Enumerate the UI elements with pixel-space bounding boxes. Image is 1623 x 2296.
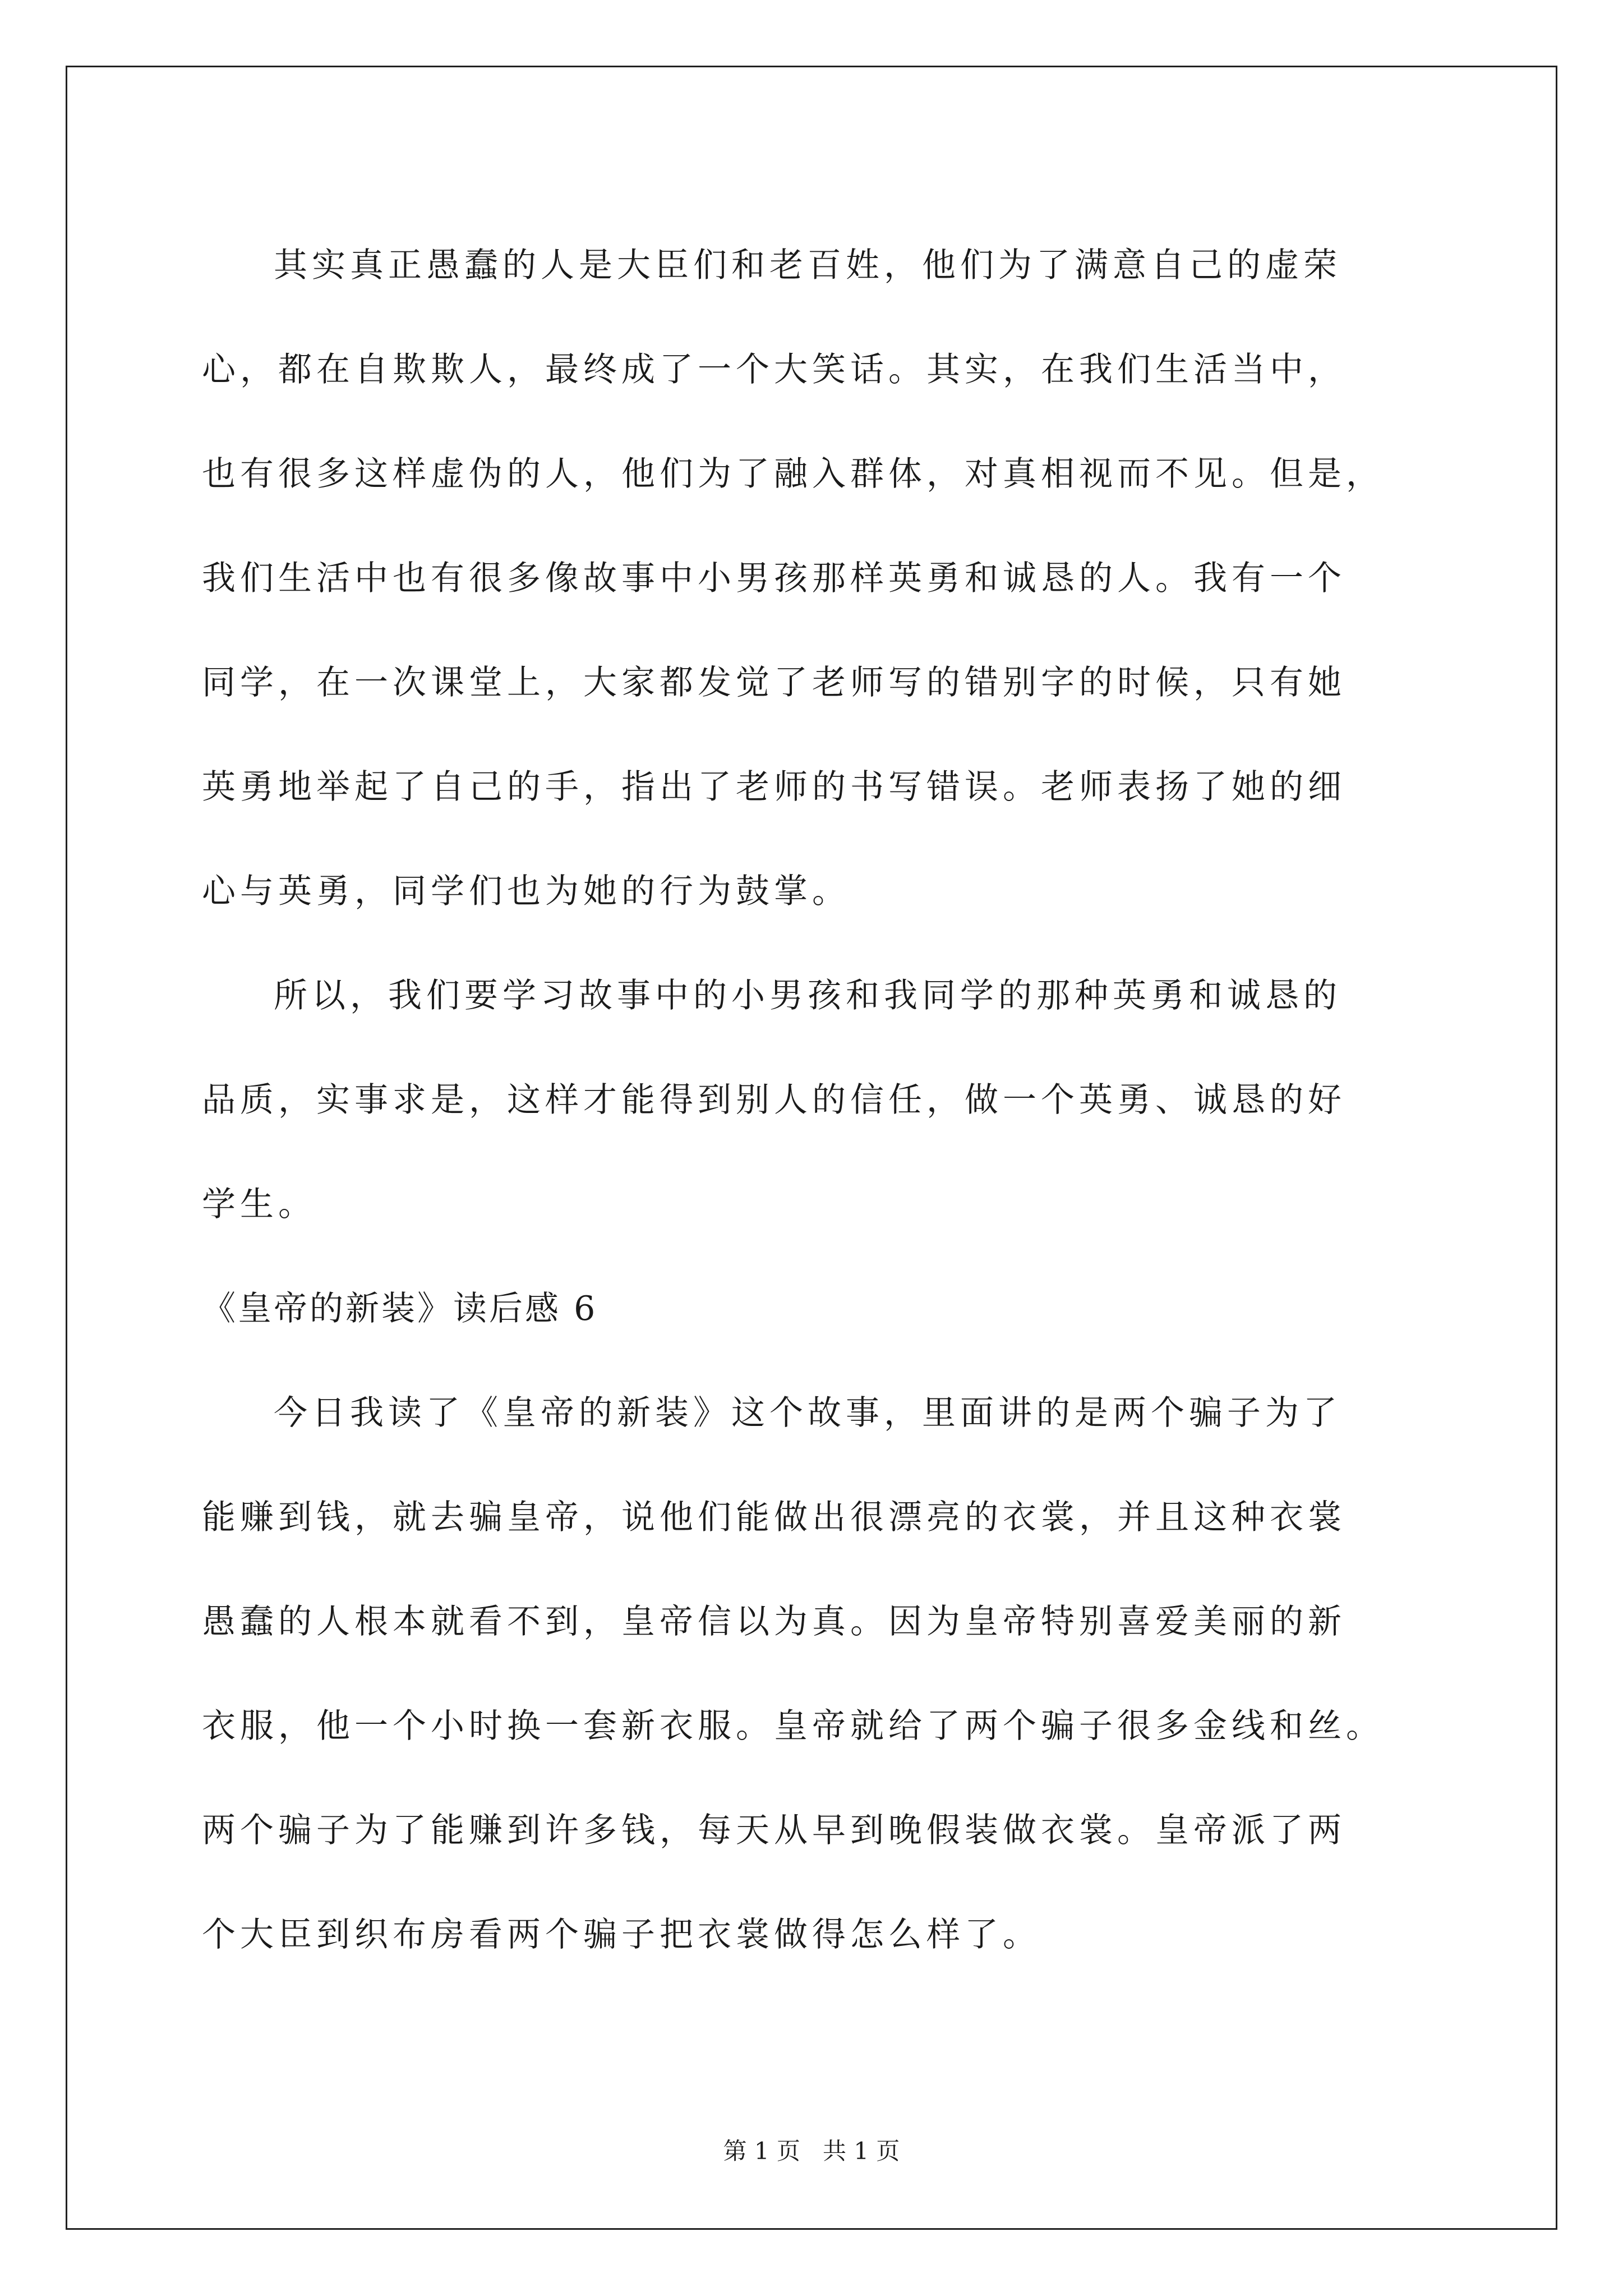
text-line: 学生。 <box>202 1185 316 1224</box>
text-line: 能赚到钱，就去骗皇帝，说他们能做出很漂亮的衣裳，并且这种衣裳 <box>202 1498 1346 1537</box>
text-line: 也有很多这样虚伪的人，他们为了融入群体，对真相视而不见。但是， <box>202 454 1384 494</box>
text-line: 其实真正愚蠢的人是大臣们和老百姓，他们为了满意自己的虚荣 <box>274 246 1341 285</box>
text-line: 英勇地举起了自己的手，指出了老师的书写错误。老师表扬了她的细 <box>202 767 1346 807</box>
document-body <box>202 213 1436 1987</box>
text-line: 我们生活中也有很多像故事中小男孩那样英勇和诚恳的人。我有一个 <box>202 559 1346 598</box>
text-line: 两个骗子为了能赚到许多钱，每天从早到晚假装做衣裳。皇帝派了两 <box>202 1811 1346 1850</box>
text-line: 同学，在一次课堂上，大家都发觉了老师写的错别字的时候，只有她 <box>202 663 1346 702</box>
text-line: 今日我读了《皇帝的新装》这个故事，里面讲的是两个骗子为了 <box>274 1393 1341 1433</box>
text-line: 个大臣到织布房看两个骗子把衣裳做得怎么样了。 <box>202 1915 1041 1954</box>
page-footer <box>0 2134 1623 2168</box>
text-line: 衣服，他一个小时换一套新衣服。皇帝就给了两个骗子很多金线和丝。 <box>202 1706 1384 1746</box>
section-heading: 《皇帝的新装》读后感 6 <box>202 1289 598 1328</box>
text-line: 心，都在自欺欺人，最终成了一个大笑话。其实，在我们生活当中， <box>202 350 1346 389</box>
page-number: 第 1 页 <box>723 2137 800 2165</box>
page-total: 共 1 页 <box>823 2137 900 2165</box>
text-line: 品质，实事求是，这样才能得到别人的信任，做一个英勇、诚恳的好 <box>202 1080 1346 1120</box>
text-line: 愚蠢的人根本就看不到，皇帝信以为真。因为皇帝特别喜爱美丽的新 <box>202 1602 1346 1641</box>
text-line: 所以，我们要学习故事中的小男孩和我同学的那种英勇和诚恳的 <box>274 976 1341 1015</box>
text-line: 心与英勇，同学们也为她的行为鼓掌。 <box>202 872 850 911</box>
